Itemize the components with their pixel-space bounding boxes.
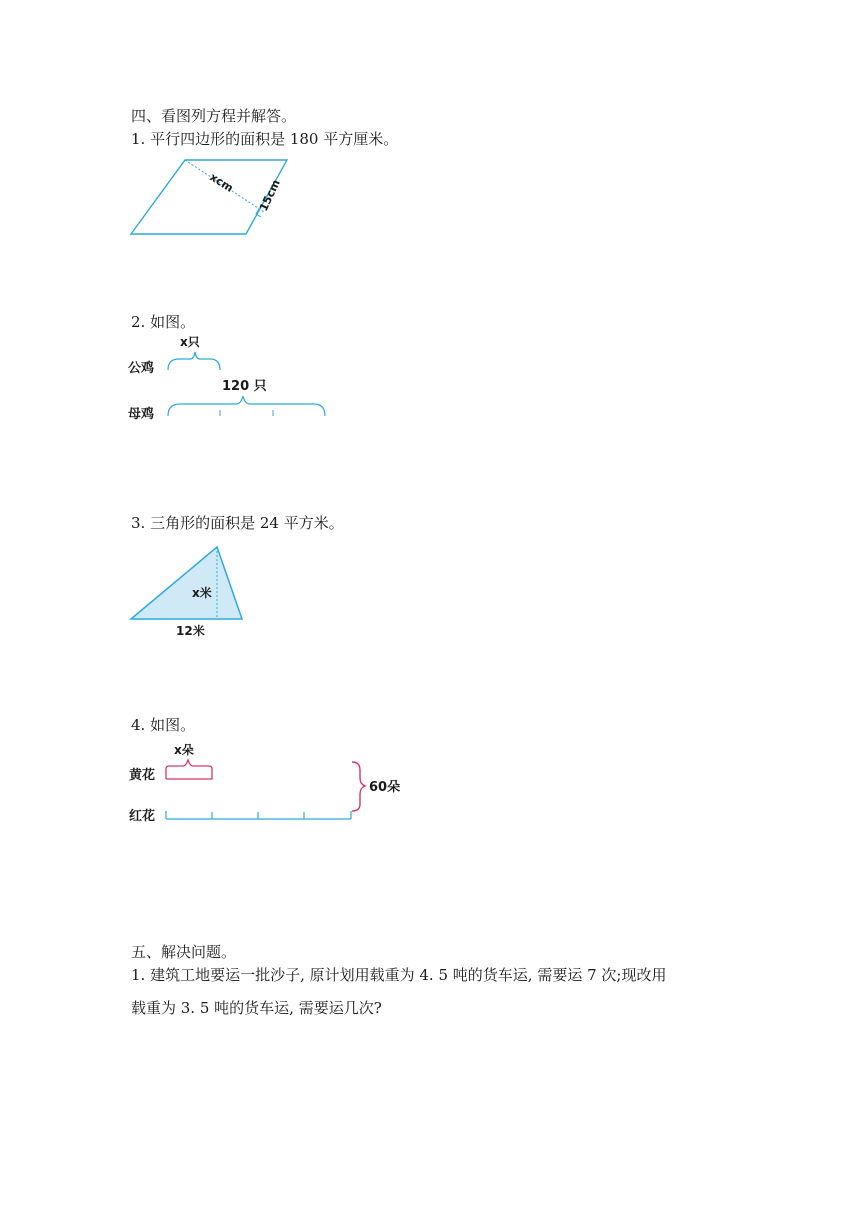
question-4-text: 4. 如图。 xyxy=(131,716,196,734)
row-label-yellow-flower: 黄花 xyxy=(129,768,156,783)
height-label-x-mi: x米 xyxy=(192,586,212,600)
section-four-title: 四、看图列方程并解答。 xyxy=(131,107,297,125)
total-label-60-duo: 60朵 xyxy=(369,780,401,795)
section-five-title: 五、解决问题。 xyxy=(131,943,237,961)
chicken-segment-figure xyxy=(128,328,338,428)
base-label-xcm: xcm xyxy=(207,170,236,195)
problem-1-line-1: 1. 建筑工地要运一批沙子, 原计划用载重为 4. 5 吨的货车运, 需要运 7 次;现改用 xyxy=(131,966,667,984)
parallelogram-figure xyxy=(125,150,295,245)
brace-label-x-zhi: x只 xyxy=(180,335,200,349)
base-label-12-mi: 12米 xyxy=(176,624,205,638)
question-1-text: 1. 平行四边形的面积是 180 平方厘米。 xyxy=(131,130,399,148)
flowers-segment-figure xyxy=(128,740,418,830)
height-label-15cm: 15cm xyxy=(256,177,283,214)
question-2-text: 2. 如图。 xyxy=(131,313,196,331)
hen-brace xyxy=(168,396,325,416)
row-label-red-flower: 红花 xyxy=(129,809,156,824)
question-3-text: 3. 三角形的面积是 24 平方米。 xyxy=(131,514,344,532)
triangle-shape xyxy=(131,547,242,619)
row-label-rooster: 公鸡 xyxy=(128,361,155,376)
problem-1-line-2: 载重为 3. 5 吨的货车运, 需要运几次? xyxy=(131,999,382,1017)
triangle-figure xyxy=(125,540,255,640)
brace-label-120-zhi: 120 只 xyxy=(222,379,267,394)
rooster-brace xyxy=(168,352,220,370)
row-label-hen: 母鸡 xyxy=(128,407,155,422)
total-brace xyxy=(352,762,365,811)
brace-label-x-duo: x朵 xyxy=(174,743,194,757)
yellow-flower-brace xyxy=(166,760,212,779)
